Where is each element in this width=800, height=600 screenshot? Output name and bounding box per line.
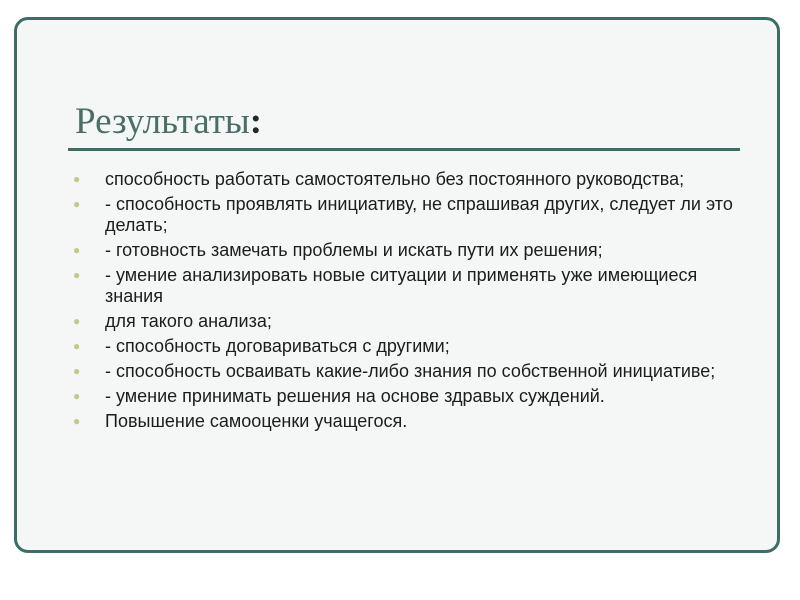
slide-title: [75, 98, 262, 146]
title-underline: [68, 148, 740, 151]
bullet-text: Повышение самооценки учащегося.: [105, 411, 408, 431]
bullet-item: [70, 311, 740, 332]
slide-title-text: Результаты: [75, 101, 250, 142]
bullet-text: - умение анализировать новые ситуации и применять уже имеющиеся знания: [105, 265, 698, 306]
bullet-icon: ●: [73, 364, 81, 378]
bullet-item: [70, 411, 740, 432]
bullet-text: способность работать самостоятельно без постоянного руководства;: [105, 169, 685, 189]
bullet-item: [70, 386, 740, 407]
bullet-text: - способность проявлять инициативу, не спрашивая других, следует ли это делать;: [105, 194, 733, 235]
bullet-icon: ●: [73, 339, 81, 353]
bullet-icon: ●: [73, 389, 81, 403]
bullet-text: - умение принимать решения на основе здравых суждений.: [105, 386, 605, 406]
bullet-item: [70, 361, 740, 382]
bullet-item: [70, 336, 740, 357]
bullet-text: для такого анализа;: [105, 311, 272, 331]
bullet-item: [70, 194, 740, 236]
bullet-icon: ●: [73, 414, 81, 428]
bullet-item: [70, 169, 740, 190]
bullet-icon: ●: [73, 172, 81, 186]
bullet-icon: ●: [73, 268, 81, 282]
bullet-item: [70, 265, 740, 307]
slide-title-colon: :: [249, 101, 263, 142]
bullet-list: [70, 169, 740, 436]
bullet-text: - способность договариваться с другими;: [105, 336, 450, 356]
bullet-icon: ●: [73, 314, 81, 328]
bullet-text: - готовность замечать проблемы и искать пути их решения;: [105, 240, 603, 260]
bullet-text: - способность осваивать какие-либо знания по собственной инициативе;: [105, 361, 716, 381]
bullet-icon: ●: [73, 197, 81, 211]
bullet-icon: ●: [73, 243, 81, 257]
bullet-item: [70, 240, 740, 261]
